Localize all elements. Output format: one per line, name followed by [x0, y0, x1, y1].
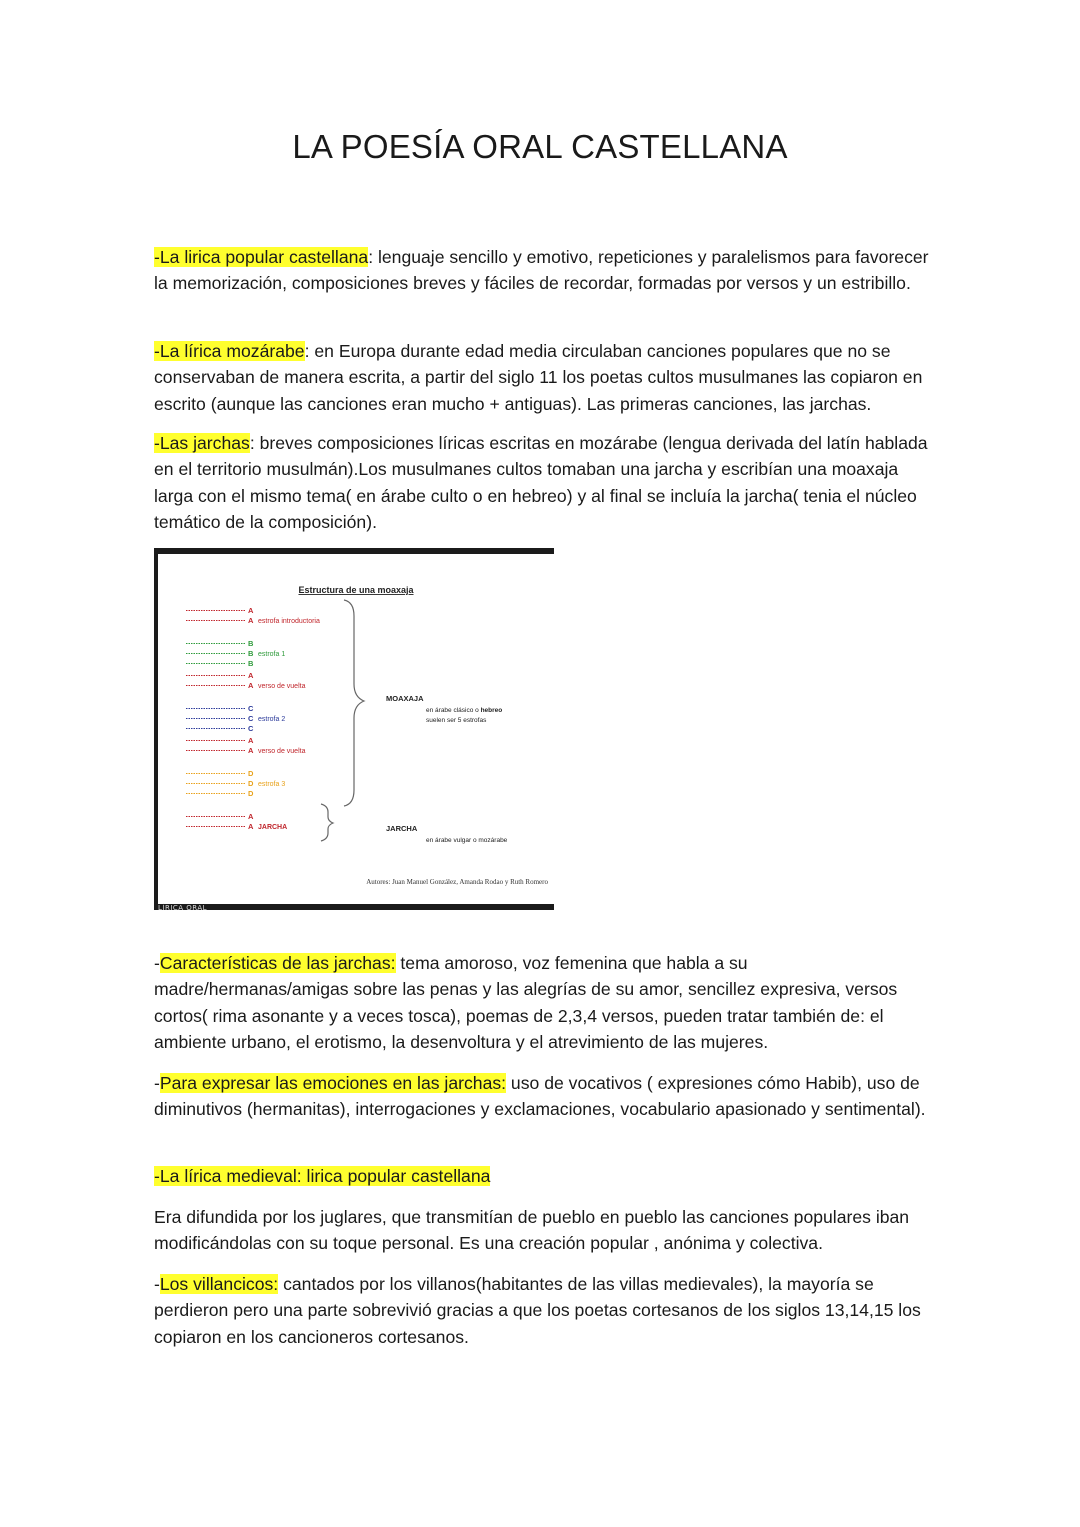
paragraph-text: uso de vocativos ( expresiones cómo Habib), uso de diminutivos (hermanitas), interrogaciones y exclamaciones, vocabulario apasionado y sentimental).	[154, 1073, 926, 1120]
verse-rhyme: A	[248, 606, 254, 615]
moaxaja-structure-figure	[154, 548, 554, 910]
highlight-label: Para expresar las emociones en las jarchas:	[159, 1073, 507, 1093]
paragraph-lirica-medieval	[154, 1163, 934, 1189]
paragraph-prefix: -	[154, 953, 160, 973]
paragraph-text: : lenguaje sencillo y emotivo, repeticiones y paralelismos para favorecer la memorización, composiciones breves y fáciles de recordar, formadas por versos y un estribillo.	[154, 247, 929, 294]
paragraph-lirica-popular	[154, 244, 934, 297]
paragraph-villancicos	[154, 1271, 934, 1350]
verse-rhyme: A	[248, 746, 254, 755]
verse-rhyme: A	[248, 616, 254, 625]
paragraph-juglares	[154, 1204, 934, 1257]
paragraph-text: : en Europa durante edad media circulaban canciones populares que no se conservaban de manera escrita, a partir del siglo 11 los poetas cultos musulmanes las copiaron en escrito (aunque las canciones eran mucho + antiguas). Las primeras canciones, las jarchas.	[154, 341, 923, 414]
paragraph-jarchas	[154, 430, 934, 535]
verse-rhyme: D	[248, 779, 254, 788]
verse-rhyme: B	[248, 639, 254, 648]
figure-authors: Autores: Juan Manuel González, Amanda Rodao y Ruth Romero	[366, 878, 548, 886]
paragraph-text: tema amoroso, voz femenina que habla a su madre/hermanas/amigas sobre las penas y las alegrías de su amor, sencillez expresiva, versos cortos( rima asonante y a veces tosca), poemas de 2,3,4 versos, pueden tratar también de: el ambiente urbano, el erotismo, la desenvoltura y el atrevimiento de las mujeres.	[154, 953, 898, 1052]
verse-note: JARCHA	[258, 824, 288, 831]
jarcha-description: en árabe vulgar o mozárabe	[426, 837, 508, 844]
verse-rhyme: A	[248, 736, 254, 745]
highlight-label: Los villancicos:	[159, 1274, 279, 1294]
figure-caption: LÍRICA ORAL	[158, 904, 208, 912]
paragraph-caracteristicas	[154, 950, 934, 1055]
verse-rhyme: D	[248, 789, 254, 798]
paragraph-emociones	[154, 1070, 934, 1123]
paragraph-text: cantados por los villanos(habitantes de las villas medievales), la mayoría se perdieron pero una parte sobrevivió gracias a que los poetas cortesanos de los siglos 13,14,15 los copiaron en los cancioneros cortesanos.	[154, 1274, 921, 1347]
figure-canvas	[158, 554, 554, 904]
moaxaja-stanza-count: suelen ser 5 estrofas	[426, 717, 487, 724]
verse-rhyme: A	[248, 671, 254, 680]
verse-note: estrofa introductoria	[258, 618, 320, 625]
jarcha-brace	[321, 804, 333, 841]
highlight-label: -La lirica popular castellana	[154, 247, 369, 267]
verse-rhyme: A	[248, 812, 254, 821]
verse-rhyme: D	[248, 769, 254, 778]
paragraph-prefix: -	[154, 1274, 160, 1294]
page-title: LA POESÍA ORAL CASTELLANA	[292, 128, 788, 165]
moaxaja-label: MOAXAJA	[386, 694, 424, 703]
verse-note: estrofa 1	[258, 651, 286, 658]
verse-rhyme: B	[248, 649, 254, 658]
moaxaja-brace	[344, 600, 364, 806]
verse-rhyme: A	[248, 822, 254, 831]
paragraph-text: Era difundida por los juglares, que transmitían de pueblo en pueblo las canciones populares iban modificándolas con su toque personal. Es una creación popular , anónima y colectiva.	[154, 1207, 910, 1254]
paragraph-text: : breves composiciones líricas escritas en mozárabe (lengua derivada del latín hablada en el territorio musulmán).Los musulmanes cultos tomaban una jarcha y escribían una moaxaja larga con el mismo tema( en árabe culto o en hebreo) y al final se incluía la jarcha( tenia el núcleo temático de la composición).	[154, 433, 928, 532]
moaxaja-description: en árabe clásico o hebreo	[426, 707, 503, 714]
verse-rows	[186, 606, 320, 831]
verse-note: estrofa 2	[258, 716, 286, 723]
verse-rhyme: A	[248, 681, 254, 690]
highlight-label: Características de las jarchas:	[159, 953, 396, 973]
moaxaja-diagram	[158, 554, 554, 904]
paragraph-prefix: -	[154, 1073, 160, 1093]
verse-rhyme: C	[248, 704, 254, 713]
verse-rhyme: C	[248, 724, 254, 733]
verse-note: verso de vuelta	[258, 748, 306, 755]
paragraph-lirica-mozarabe	[154, 338, 934, 417]
diagram-title: Estructura de una moaxaja	[298, 585, 414, 595]
verse-note: verso de vuelta	[258, 683, 306, 690]
highlight-label: -Las jarchas	[154, 433, 250, 453]
verse-rhyme: C	[248, 714, 254, 723]
verse-note: estrofa 3	[258, 781, 286, 788]
verse-rhyme: B	[248, 659, 254, 668]
highlight-label: -La lírica medieval: lirica popular castellana	[154, 1166, 491, 1186]
highlight-label: -La lírica mozárabe	[154, 341, 305, 361]
jarcha-label: JARCHA	[386, 824, 418, 833]
